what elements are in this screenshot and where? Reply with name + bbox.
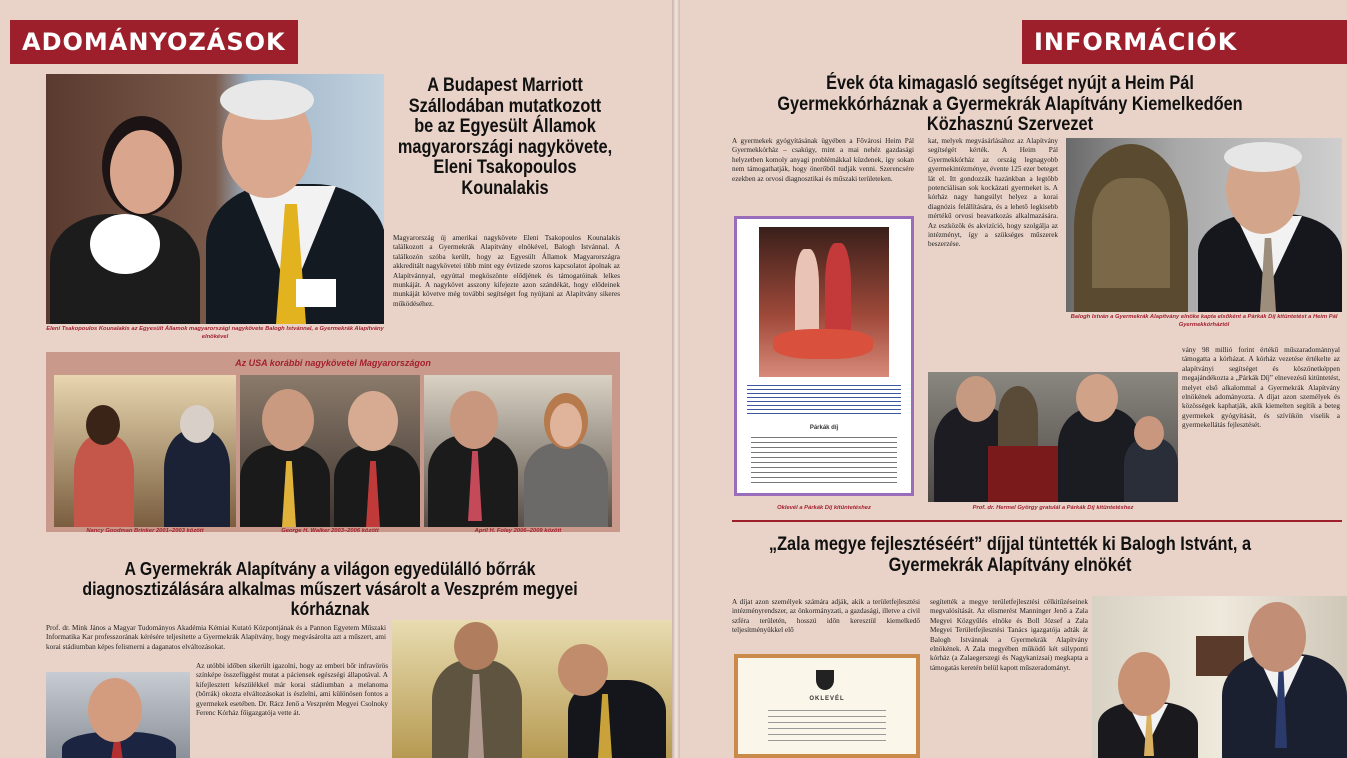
- article-col1-heim-pal: A gyermekek gyógyításának ügyében a Fővárosi Heim Pál Gyermekkórház – csakúgy, mint a mai nehéz gazdasági helyzetben komoly anyagi problémákkal küzdenek, így sokan nem támogathatják, hogy önerőből tudják venni. Szerencsére ezekben az orvosi diagnosztikai és műszaki területeken.: [732, 137, 914, 183]
- article-col2-heim-pal: kat, melyek megvásárlásához az Alapítvány segítségét kérték. A Heim Pál Gyermekkórház az ország legnagyobb gyermekintézménye, évente 125 ezer beteget lát el. Itt gondozzák hazánkban a legtöbb potenciálisan sok kockázati gyermeket is. A kórház nagy hangsúlyt helyez a korai diagnózis felállítására, és a lehető legkisebb mértékű orvosi beavatkozás alkalmazására. Az eszközök és akvizíció, hogy szolgálja az intézményt, így a szükséges műszerek beszerzése.: [928, 137, 1058, 249]
- photo-ambassador-balogh: [46, 74, 384, 324]
- caption-hermel: Prof. dr. Hermel György gratulál a Párkák Díj kitüntetéshez: [972, 505, 1134, 511]
- headline-heim-pal: Évek óta kimagasló segítséget nyújt a Heim Pál Gyermekkórháznak a Gyermekrák Alapítvány Kiemelkedően Közhasznú Szervezet: [777, 73, 1243, 136]
- article-body-marriott: Magyarország új amerikai nagykövete Eleni Tsakopoulos Kounalakis találkozott a Gyermekrák Alapítvány elnökével, Balogh Istvánnal. A találkozón szóba került, hogy az Egyesült Államok Magyarországra akkreditált nagykövetei több mint egy évtizede szoros kapcsolatot ápolnak az Alapítvánnyal, egyúttal megköszönte elődjének és támogatóinak lelkes munkáját. A nagykövet asszony kifejezte azon szándékát, hogy elődeinek munkáját követve még további segítséget fog nyújtani az Alapítvány sikeres működéséhez.: [393, 234, 620, 308]
- article-intro-veszprem: Prof. dr. Mink János a Magyar Tudományos Akadémia Kémiai Kutató Központjának és a Pannon Egyetem Műszaki Informatika Kar professzorának kérésére teljesítette a Gyermekrák Alapítvány, hogy megvásárolta azt a műszert, ami korai stádiumban képes felismerni a daganatos elváltozásokat.: [46, 624, 386, 651]
- article-col3-heim-pal: vány 98 millió forint értékű műszaradománnyal támogatta a kórházat. A kórház vezetése értékelte az alapítványi segítséget és köszönetképpen megajándékozta a „Párkák Díj” elnevezésű kitüntetést, melyet első alkalommal a Gyermekrák Alapítvány elnökének adományozta. A díjat azon személyek és közösségek kaphatják, akik kiemelten segítik a beteg gyermekek gyógyítását, és szívükön viselik a gyermekellátás fejlesztését.: [1182, 346, 1340, 430]
- article-body-veszprem: Az utóbbi időben sikerült igazolni, hogy az emberi bőr infravörös színképe összefüggést mutat a páciensek egészségi állapotával. A kifejlesztett készülékkel már korai stádiumban a melanoma (bőrrák) okozta elváltozásokat is észlelni, ami különösen fontos a gyermekek esetében. Dr. Rácz Jenő a Veszprém Megyei Csolnoky Ferenc Kórház főigazgatója vette át.: [196, 662, 388, 718]
- photo-brinker: [54, 375, 236, 527]
- headline-marriott: A Budapest Marriott Szállodában mutatkozott be az Egyesült Államok magyarországi nagykövete, Eleni Tsakopoulos Kounalakis: [397, 75, 613, 199]
- article-col3-start: [1064, 346, 1164, 358]
- article-col1-zala: A díjat azon személyek számára adják, akik a területfejlesztési intézményrendszer, az önkormányzati, a gazdasági, illetve a civil szféra területén, hosszú időn keresztül kiemelkedő teljesítményükkel elő: [732, 598, 920, 635]
- right-page: [680, 0, 1347, 758]
- caption-foley: April H. Foley 2006–2009 között: [474, 528, 562, 534]
- certificate-title: OKLEVÉL: [809, 696, 845, 702]
- headline-veszprem: A Gyermekrák Alapítvány a világon egyedülálló bőrrák diagnosztizálására alkalmas műszert vásárolt a Veszprém megyei kórháznak: [82, 558, 578, 619]
- photo-mink-janos: [46, 672, 190, 758]
- article-col2-zala: segítették a megye területfejlesztési célkitűzéseinek megvalósítását. Az elismerést Manninger Jenő a Zala Megyei Közgyűlés elnöke és Boll József a Zala Megyei Területfejlesztési Tanács igazgatója adták át Balogh Istvánnak a Gyermekrák Alapítvány elnökének. A Zala megyében működő két súlyponti kórház (a Zalaegerszegi és Nagykanizsai) megkapta a támogatás keretén belül kapott műszeradományt.: [930, 598, 1088, 672]
- photo-zala-award: [1092, 596, 1347, 758]
- photo-walker: [240, 375, 420, 527]
- document-title: Párkák díj: [809, 425, 839, 431]
- headline-zala: „Zala megye fejlesztéséért” díjjal tüntették ki Balogh Istvánt, a Gyermekrák Alapítvány elnökét: [768, 534, 1252, 576]
- caption-document: Oklevél a Párkák Díj kitüntetéshez: [777, 505, 871, 511]
- section-title-adomanyozasok: ADOMÁNYOZÁSOK: [10, 20, 298, 64]
- caption-brinker: Nancy Goodman Brinker 2001–2003 között: [86, 528, 204, 534]
- section-title-informaciok: INFORMÁCIÓK: [1022, 20, 1347, 64]
- photo-instrument-handover: [392, 620, 676, 758]
- photo-caption: Eleni Tsakopoulos Kounalakis az Egyesült Államok magyarországi nagykövete Balogh Istvánnal, a Gyermekrák Alapítvány elnökével: [46, 326, 384, 340]
- zala-certificate: [734, 654, 920, 758]
- caption-balogh-relief: Balogh István a Gyermekrák Alapítvány elnöke kapta elsőként a Párkák Díj kitüntetést a Heim Pál Gyermekkórháztól: [1070, 314, 1338, 328]
- photo-foley: [424, 375, 612, 527]
- photo-hermel-handshake: [928, 372, 1178, 502]
- caption-walker: George H. Walker 2003–2006 között: [281, 528, 379, 534]
- parkak-dij-document: [734, 216, 914, 496]
- photo-balogh-relief: [1066, 138, 1342, 312]
- ambassadors-title: Az USA korábbi nagykövetei Magyarországon: [235, 358, 431, 368]
- article-divider: [732, 520, 1342, 522]
